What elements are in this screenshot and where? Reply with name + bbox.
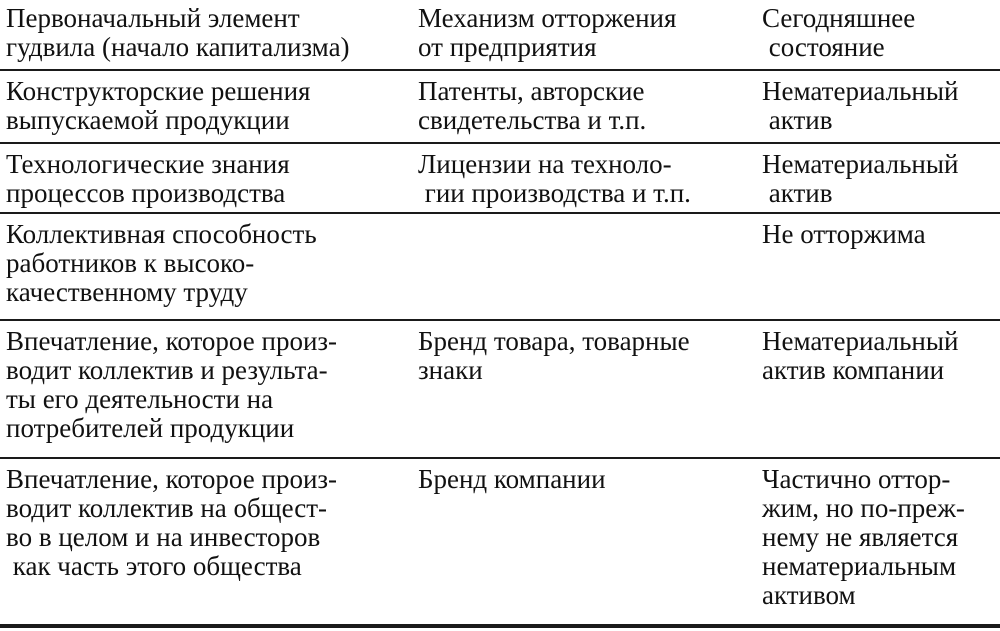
cell-current-state: Нематериальный актив (762, 76, 959, 135)
cell-current-state: Частично оттор- жим, но по-преж- нему не является нематериальным активом (762, 464, 965, 610)
header-alienation-mechanism: Механизм отторжения от предприятия (418, 3, 677, 62)
cell-alienation-mechanism: Лицензии на техноло- гии производства и т.п. (418, 149, 691, 208)
cell-original-element: Конструкторские решения выпускаемой продукции (6, 76, 311, 135)
table-row (0, 213, 1000, 320)
table-row (0, 458, 1000, 626)
table-header-row (0, 0, 1000, 70)
cell-current-state: Нематериальный актив компании (762, 326, 959, 385)
cell-alienation-mechanism: Патенты, авторские свидетельства и т.п. (418, 76, 647, 135)
cell-original-element: Впечатление, которое произ- водит коллектив и результа- ты его деятельности на потребителей продукции (6, 326, 338, 443)
cell-original-element: Технологические знания процессов производства (6, 149, 290, 208)
cell-alienation-mechanism (408, 213, 754, 320)
cell-current-state: Нематериальный актив (762, 149, 959, 208)
table-row (0, 320, 1000, 458)
header-current-state: Сегодняшнее состояние (762, 3, 916, 62)
header-original-element: Первоначальный элемент гудвила (начало капитализма) (6, 3, 350, 62)
cell-alienation-mechanism: Бренд компании (418, 464, 606, 494)
cell-original-element: Впечатление, которое произ- водит коллектив на общест- во в целом и на инвесторов как часть этого общества (6, 464, 338, 581)
cell-current-state: Не отторжима (762, 219, 926, 249)
cell-original-element: Коллективная способность работников к высоко- качественному труду (6, 219, 317, 307)
cell-alienation-mechanism: Бренд товара, товарные знаки (418, 326, 690, 385)
table-row (0, 143, 1000, 213)
table-row (0, 70, 1000, 143)
